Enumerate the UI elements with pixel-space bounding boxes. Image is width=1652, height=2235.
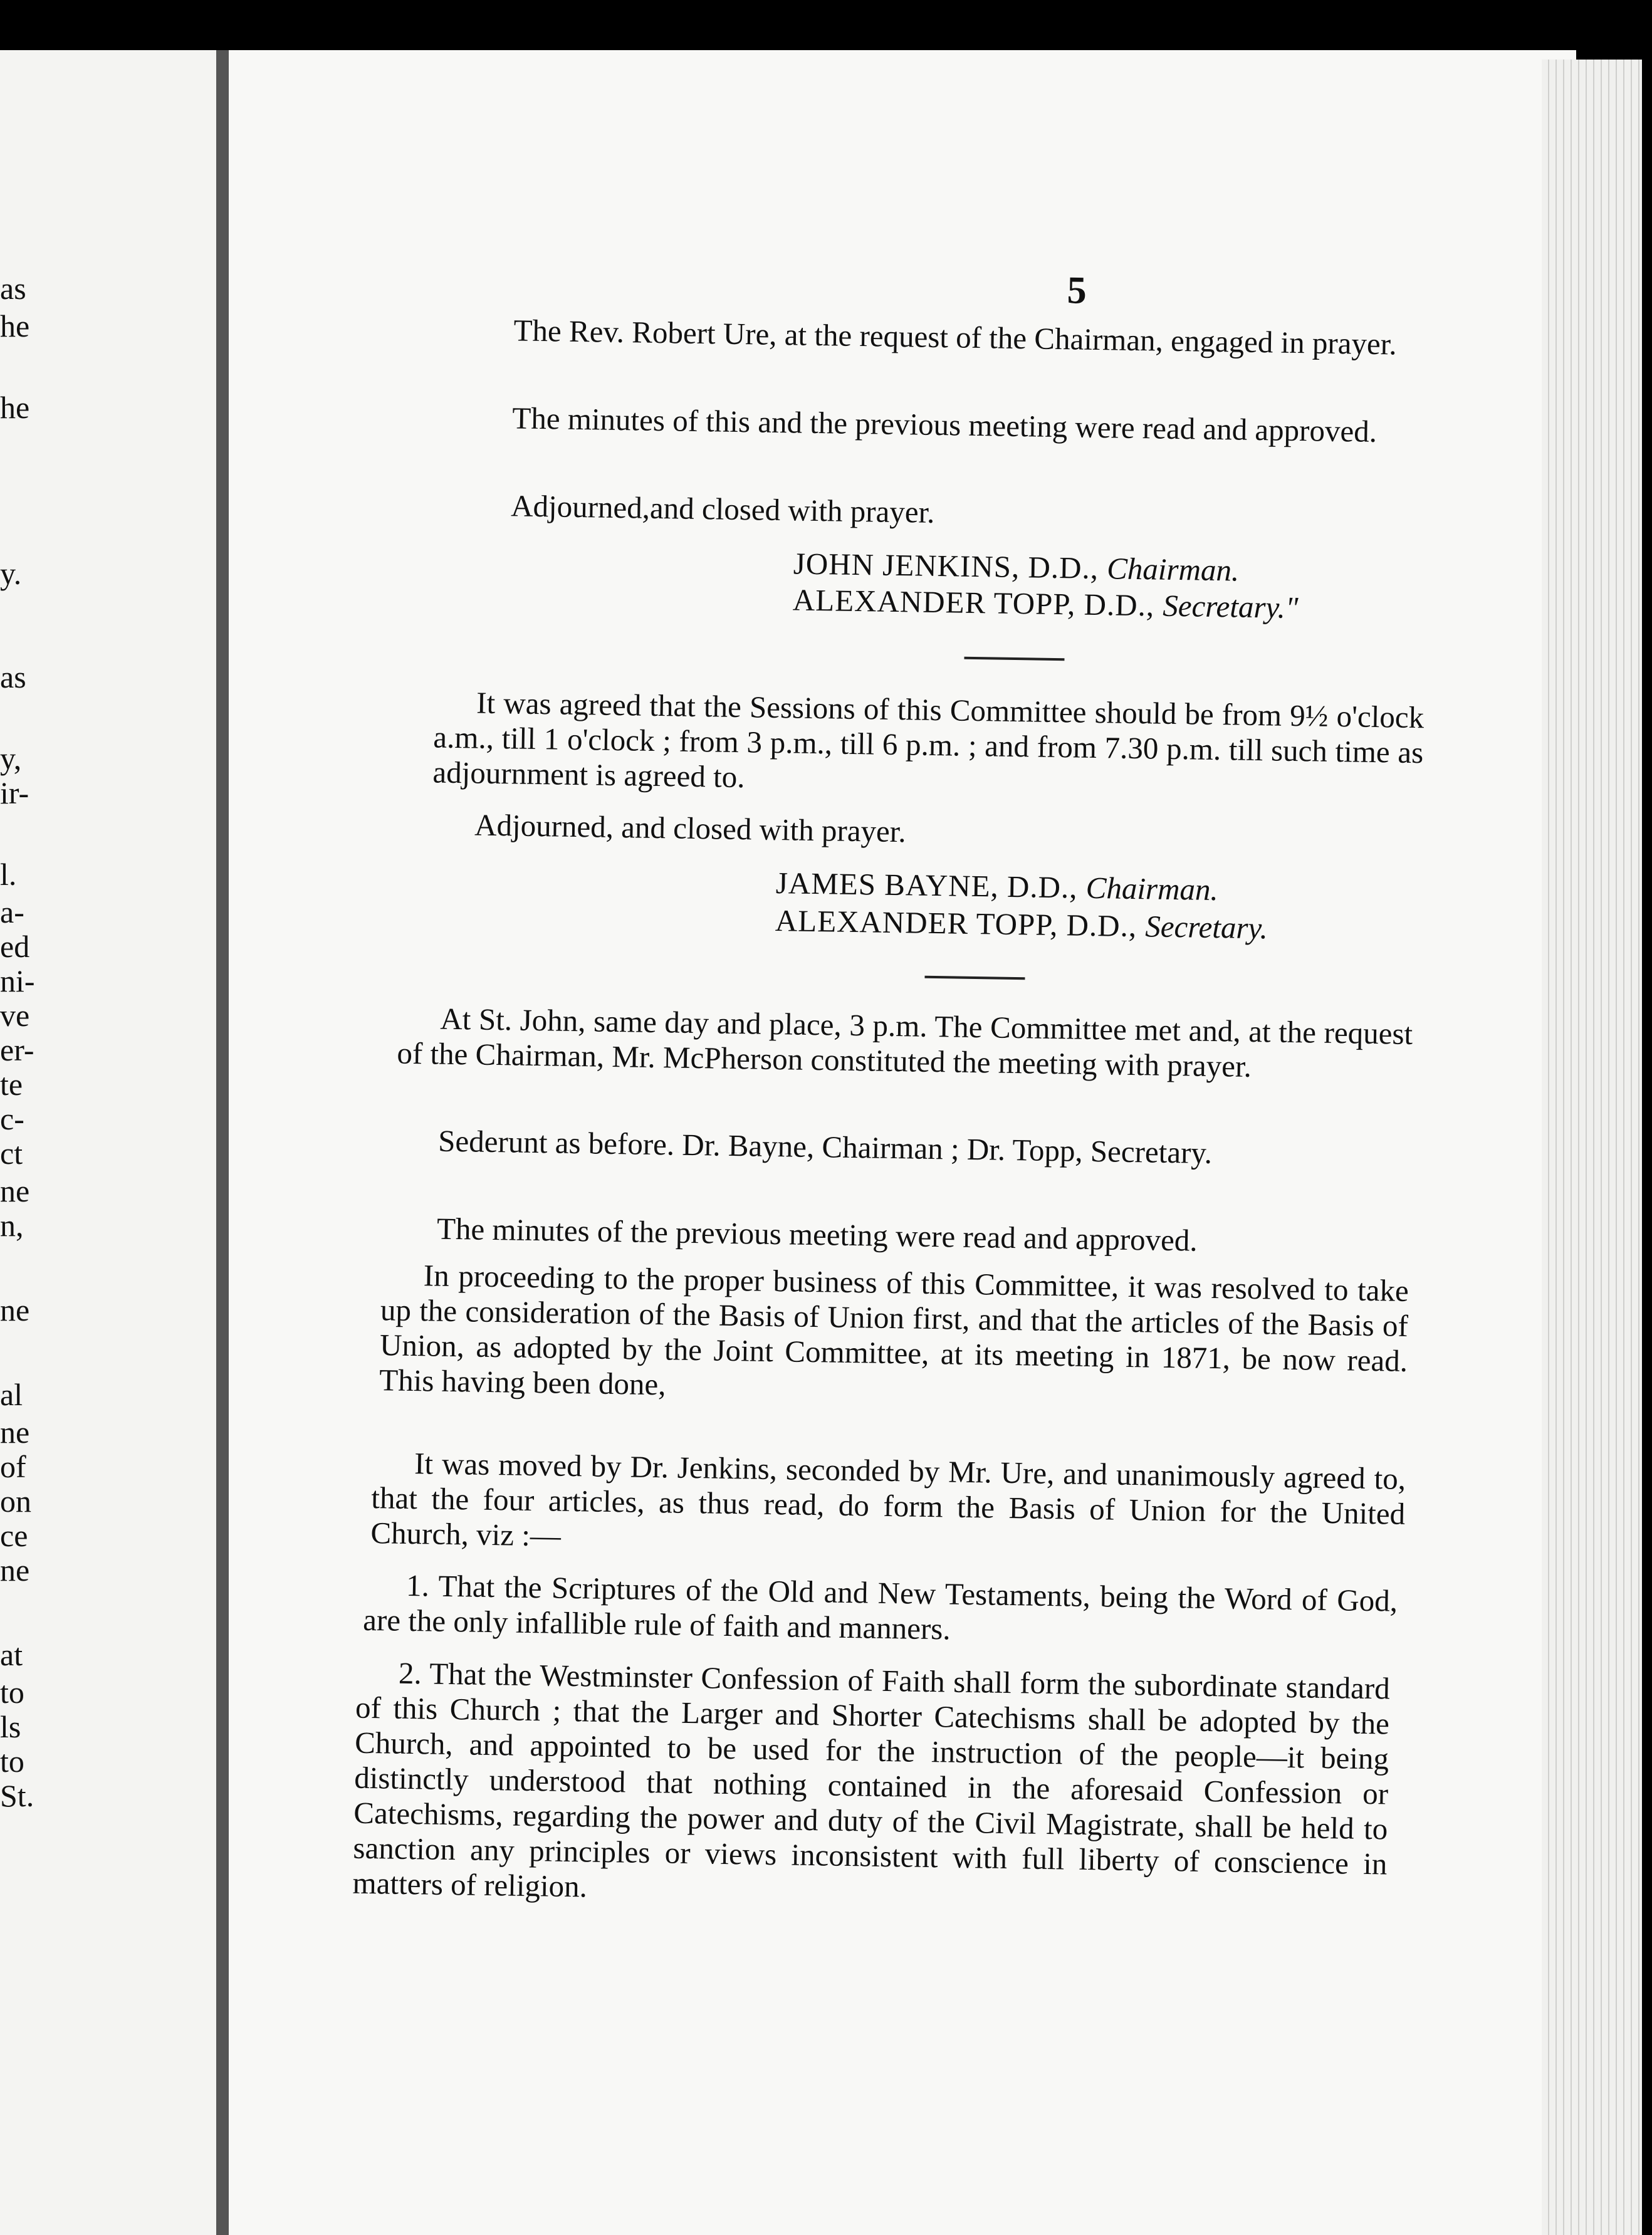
left-page-text: at xyxy=(0,1637,23,1672)
section-divider xyxy=(964,657,1064,661)
left-page-text: y, xyxy=(0,741,22,776)
left-page-text: he xyxy=(0,308,30,343)
page-edges xyxy=(1542,60,1642,2235)
left-page-text: on xyxy=(0,1484,31,1519)
left-page-text: l. xyxy=(0,857,17,892)
left-page-text: c- xyxy=(0,1101,24,1136)
left-page-text: y. xyxy=(0,556,22,591)
paragraph: Adjourned, and closed with prayer. xyxy=(474,807,907,849)
signature-secretary: ALEXANDER TOPP, D.D., Secretary." xyxy=(792,582,1299,625)
left-page-text: to xyxy=(0,1744,24,1779)
left-page-text: ni- xyxy=(0,963,35,998)
left-page-text: as xyxy=(0,659,26,694)
basis-article-1: 1. That the Scriptures of the Old and New Testaments, being the Word of God, are the only infallible rule of faith and manners. xyxy=(362,1568,1398,1646)
left-page-text: n, xyxy=(0,1208,24,1243)
signature-secretary: ALEXANDER TOPP, D.D., Secretary. xyxy=(775,903,1268,946)
paragraph: The minutes of the previous meeting were read and approved. xyxy=(436,1211,1198,1258)
left-page-text: ne xyxy=(0,1173,30,1208)
left-page-text: ne xyxy=(0,1552,30,1588)
left-page-text: ve xyxy=(0,998,30,1033)
signature-chairman: JAMES BAYNE, D.D., Chairman. xyxy=(775,866,1219,908)
left-page-text: to xyxy=(0,1675,24,1710)
left-page-text: ne xyxy=(0,1292,30,1327)
left-page-text: ct xyxy=(0,1136,23,1171)
paragraph: At St. John, same day and place, 3 p.m. The Committee met and, at the request of the Chairman, Mr. McPherson constituted the meeting with prayer. xyxy=(397,1001,1413,1084)
left-page-text: he xyxy=(0,390,30,425)
left-page-text: as xyxy=(0,271,26,306)
left-page-text: ne xyxy=(0,1415,30,1450)
left-page-text: of xyxy=(0,1449,26,1484)
paragraph: Adjourned,and closed with prayer. xyxy=(510,488,935,530)
left-page-text: ce xyxy=(0,1518,28,1553)
basis-article-2: 2. That the Westminster Confession of Faith shall form the subordinate standard of this Church ; that the Larger and Shorter Catechisms shall be adopted by the Church, and appointed to be used for the instruction of the people—it being distinctly understood that nothing contained in the aforesaid Confession or Catechisms, regarding the power and duty of the Civil Magistrate, shall be held to sanction any principles or views inconsistent with full liberty of conscience in matters of religion. xyxy=(352,1655,1391,1904)
left-page xyxy=(0,50,222,2235)
book-gutter xyxy=(216,50,230,2235)
left-page-text: te xyxy=(0,1067,23,1102)
paragraph: It was moved by Dr. Jenkins, seconded by Mr. Ure, and unanimously agreed to, that the four articles, as thus read, do form the Basis of Union for the United Church, viz :— xyxy=(370,1446,1406,1553)
left-page-text: al xyxy=(0,1377,23,1412)
paragraph: The minutes of this and the previous meeting were read and approved. xyxy=(511,400,1378,449)
left-page-text: ir- xyxy=(0,775,29,810)
left-page-text: St. xyxy=(0,1778,34,1813)
left-page-text: ed xyxy=(0,929,30,964)
left-page-text: er- xyxy=(0,1032,34,1067)
paragraph: The Rev. Robert Ure, at the request of the Chairman, engaged in prayer. xyxy=(513,313,1398,362)
left-page-text: ls xyxy=(0,1709,21,1744)
signature-chairman: JOHN JENKINS, D.D., Chairman. xyxy=(793,546,1240,588)
left-page-text: a- xyxy=(0,894,24,929)
page-number: 5 xyxy=(1067,269,1087,312)
page-content xyxy=(312,194,1564,2093)
page xyxy=(229,50,1576,2235)
paragraph: In proceeding to the proper business of this Committee, it was resolved to take up the consideration of the Basis of Union first, and that the articles of the Basis of Union, as adopted by the Joint Committee, at its meeting in 1871, be now read. This having been done, xyxy=(379,1258,1409,1402)
section-divider xyxy=(924,976,1025,980)
paragraph: It was agreed that the Sessions of this Committee should be from 9½ o'clock a.m., till 1 o'clock ; from 3 p.m., till 6 p.m. ; and from 7.30 p.m. till such time as adjournment is agreed to. xyxy=(432,685,1425,795)
paragraph: Sederunt as before. Dr. Bayne, Chairman ; Dr. Topp, Secretary. xyxy=(437,1123,1213,1171)
